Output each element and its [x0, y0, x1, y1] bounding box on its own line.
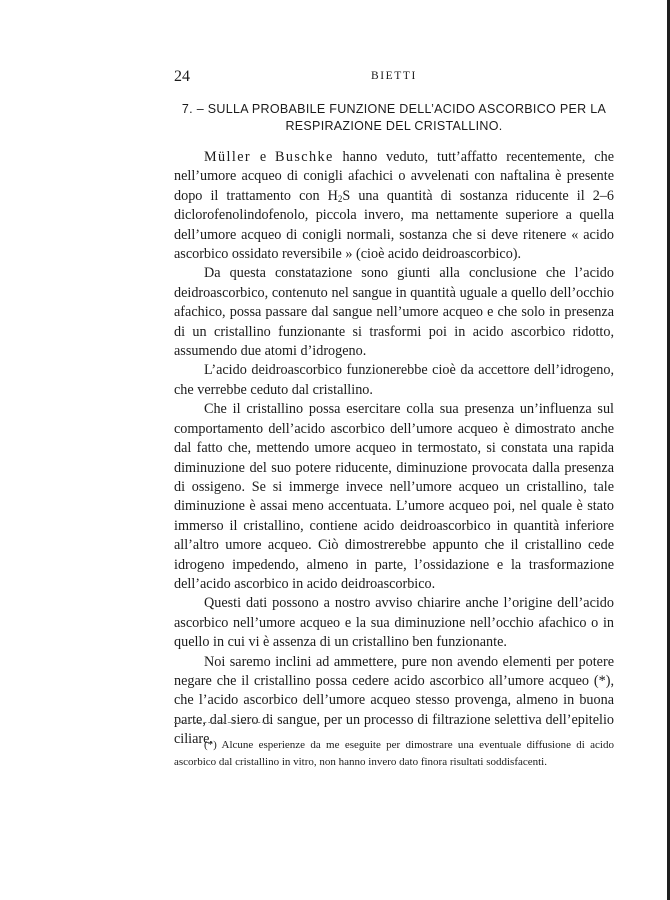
section-title [174, 101, 614, 135]
paragraph-6: Noi saremo inclini ad ammettere, pure non avendo elementi per potere negare che il cristallino possa cedere acido ascorbico all’umore acqueo (*), che l’acido ascorbico dell’umore acqueo stesso provenga, almeno in buona parte, dal siero di sangue, per un processo di filtrazione selettiva dell’epitelio ciliare. [174, 653, 614, 748]
section-title-line-1: 7. – SULLA PROBABILE FUNZIONE DELL’ACIDO ASCORBICO PER LA [181, 102, 607, 116]
paragraph-1 [174, 148, 614, 264]
paragraph-5: Questi dati possono a nostro avviso chiarire anche l’origine dell’acido ascorbico nell’umore acqueo e la sua diminuzione nell’occhio afachico o in quello in cui vi è assenza di un cristallino ben funzionante. [174, 595, 614, 651]
paragraph-text: hanno veduto, tutt’affatto recentemente, che nell’umore acqueo di conigli afachici o avvelenati con naftalina è presente dopo il trattamento con H [174, 149, 614, 204]
subscript: 2 [337, 193, 343, 204]
footnote: (*) Alcune esperienze da me eseguite per dimostrare una eventuale diffusione di acido ascorbico dal cristallino in vitro, non hanno invero dato finora risultati soddisfacenti. [174, 739, 614, 768]
page-number: 24 [174, 68, 190, 85]
paragraph-2: Da questa constatazione sono giunti alla conclusione che l’acido deidroascorbico, contenuto nel sangue in quantità uguale a quello dell’occhio afachico, possa passare dal sangue nell’umore acqueo e che solo in presenza di un cristallino funzionante si trasformi poi in acido ascorbico ridotto, assumendo due atomi d’idrogeno. [174, 265, 614, 360]
author-name: Buschke [275, 149, 334, 165]
footnote-separator [174, 722, 270, 723]
paragraph-3: L’acido deidroascorbico funzionerebbe cioè da accettore dell’idrogeno, che verrebbe ceduto dal cristallino. [174, 362, 614, 398]
body-text [174, 148, 614, 750]
running-head: BIETTI [370, 70, 417, 82]
paragraph-text: S una quantità di sostanza riducente il 2–6 diclorofenolindofenolo, piccola invero, ma nettamente superiore a quella dell’umore acqueo di conigli normali, sostanza che si deve ritenere « acido ascorbico ossidato reversibile » (cioè acido deidroascorbico). [174, 187, 614, 263]
conjunction: e [251, 149, 276, 165]
author-name: Müller [204, 149, 252, 165]
paragraph-4: Che il cristallino possa esercitare colla sua presenza un’influenza sul comportamento dell’acido ascorbico dell’umore acqueo è dimostrato anche dal fatto che, mettendo umore acqueo in termostato, si constata una rapida diminuzione del suo potere riducente, diminuzione provocata dalla presenza di ossigeno. Se si immerge invece nell’umore acqueo un cristallino, tale diminuzione è assai meno accentuata. L’umore acqueo poi, nel quale è stato immerso il cristallino, contiene acido deidroascorbico in quantità inferiore all’altro umore acqueo. Ciò dimostrerebbe appunto che il cristallino cede idrogeno impedendo, almeno in parte, l’ossidazione e la trasformazione dell’acido ascorbico in acido deidroascorbico. [174, 401, 614, 592]
page-header [174, 68, 614, 88]
section-title-line-2: RESPIRAZIONE DEL CRISTALLINO. [285, 119, 503, 133]
